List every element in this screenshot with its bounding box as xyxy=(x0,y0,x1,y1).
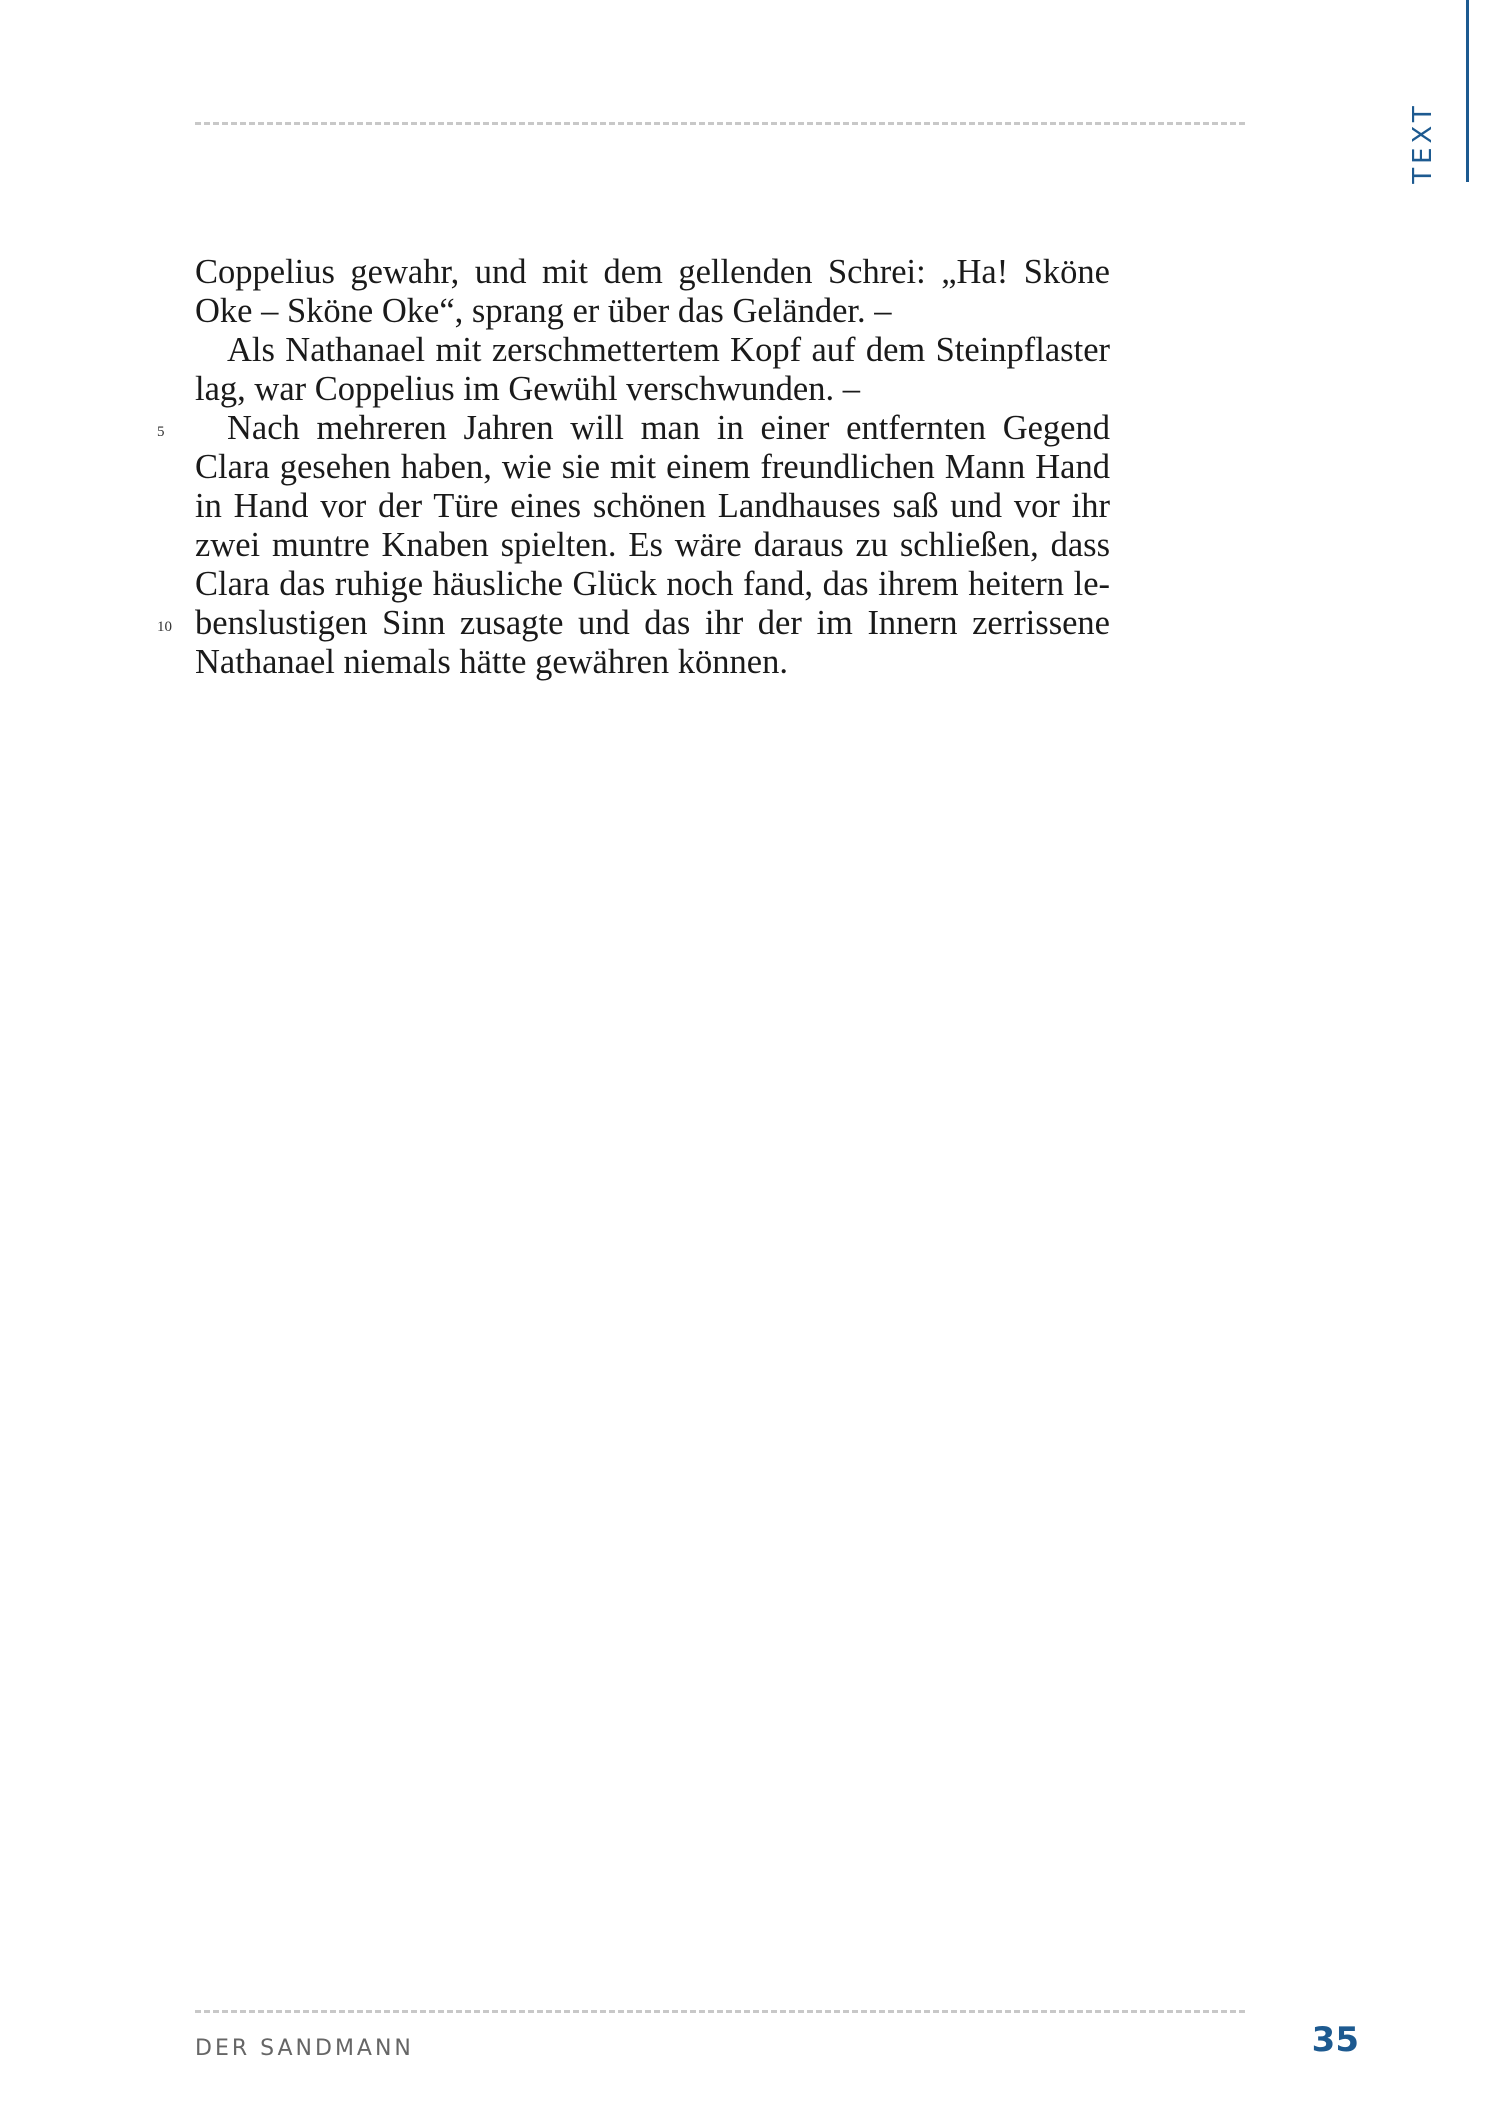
section-tab xyxy=(1390,0,1500,190)
line-text: Oke – Sköne Oke“, sprang er über das Geländer. – xyxy=(195,292,892,330)
line-text: in Hand vor der Türe eines schönen Landhauses saß und vor ihr xyxy=(195,487,1110,525)
line-text: lag, war Coppelius im Gewühl verschwunden. – xyxy=(195,370,860,408)
line-text: zwei muntre Knaben spielten. Es wäre daraus zu schließen, dass xyxy=(195,526,1110,564)
section-tab-marker xyxy=(1466,0,1469,182)
line-text: Nathanael niemals hätte gewähren können. xyxy=(195,643,788,681)
text-line xyxy=(195,565,1110,604)
line-text: Als Nathanael mit zerschmettertem Kopf auf dem Steinpflaster xyxy=(227,331,1110,369)
header-divider xyxy=(195,122,1245,125)
text-line xyxy=(195,331,1110,370)
text-line xyxy=(195,487,1110,526)
text-line xyxy=(195,448,1110,487)
text-line xyxy=(195,526,1110,565)
text-line xyxy=(157,604,1110,643)
page-number: 35 xyxy=(1311,2020,1359,2060)
line-text: Nach mehreren Jahren will man in einer entfernten Gegend xyxy=(227,409,1110,447)
body-text xyxy=(157,253,1110,682)
text-line xyxy=(195,292,1110,331)
text-line xyxy=(195,643,1110,682)
line-number: 10 xyxy=(157,619,172,635)
line-text: Clara das ruhige häusliche Glück noch fand, das ihrem heitern le- xyxy=(195,565,1110,603)
line-number: 5 xyxy=(157,424,165,440)
running-footer-title: DER SANDMANN xyxy=(195,2036,414,2061)
line-text: Coppelius gewahr, und mit dem gellenden Schrei: „Ha! Sköne xyxy=(195,253,1110,291)
line-text: Clara gesehen haben, wie sie mit einem freundlichen Mann Hand xyxy=(195,448,1110,486)
text-line xyxy=(195,253,1110,292)
footer-divider xyxy=(195,2010,1245,2013)
line-text: benslustigen Sinn zusagte und das ihr der im Innern zerrissene xyxy=(195,604,1110,642)
text-line xyxy=(157,409,1110,448)
section-tab-label: TEXT xyxy=(1408,102,1438,184)
text-line xyxy=(195,370,1110,409)
